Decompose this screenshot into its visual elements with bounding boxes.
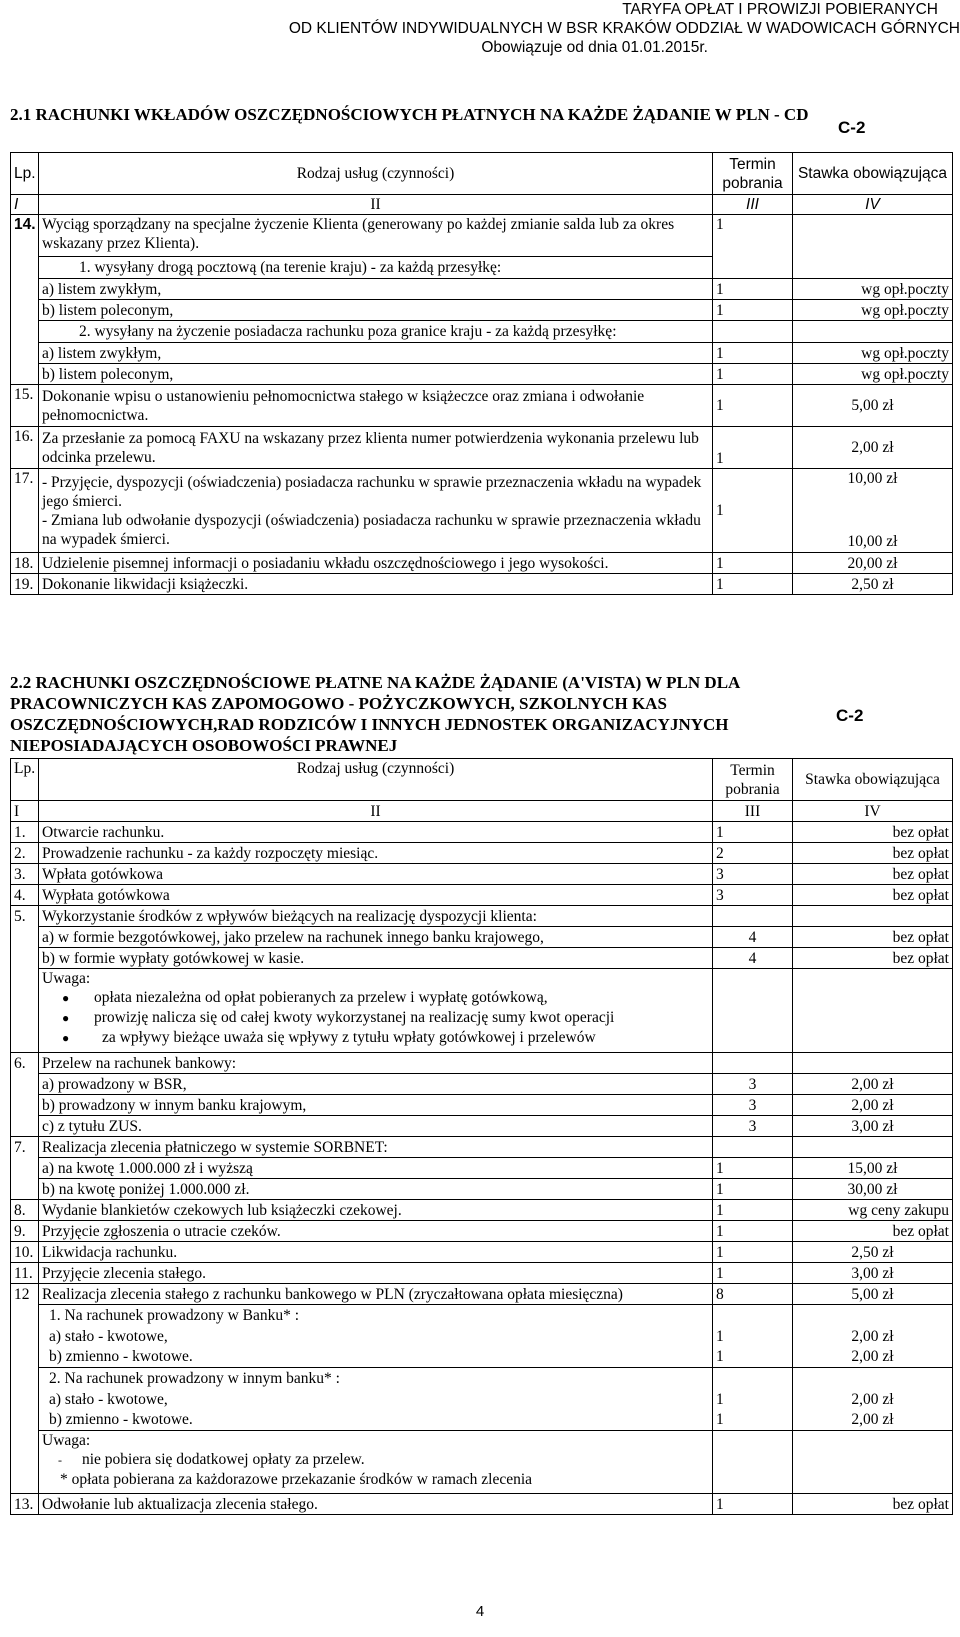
table-row bbox=[11, 1305, 953, 1326]
roman-2: II bbox=[39, 195, 713, 215]
term-cell bbox=[713, 1305, 793, 1326]
service-cell: a) listem zwykłym, bbox=[39, 343, 713, 364]
col-term-header: Termin pobrania bbox=[713, 153, 793, 195]
lp-cell: 13. bbox=[11, 1494, 39, 1515]
lp-cell: 11. bbox=[11, 1263, 39, 1284]
table-row bbox=[11, 843, 953, 864]
service-cell: a) listem zwykłym, bbox=[39, 279, 713, 300]
term-cell bbox=[713, 1431, 793, 1494]
service-cell: Przyjęcie zlecenia stałego. bbox=[39, 1263, 713, 1284]
note-text: za wpływy bieżące uważa się wpływy z tytułu wpłaty gotówkowej i przelewów bbox=[102, 1029, 596, 1046]
lp-cell bbox=[11, 321, 39, 343]
note-label: Uwaga: bbox=[42, 1432, 91, 1449]
table-row bbox=[11, 1095, 953, 1116]
rate-cell: wg opł.poczty bbox=[793, 364, 953, 385]
roman-3: III bbox=[713, 195, 793, 215]
bullet-icon: ● bbox=[62, 1011, 70, 1025]
list-item bbox=[42, 1008, 709, 1028]
table-header-row bbox=[11, 759, 953, 801]
list-item bbox=[42, 988, 709, 1008]
lp-cell: 1. bbox=[11, 822, 39, 843]
service-cell: b) prowadzony w innym banku krajowym, bbox=[39, 1095, 713, 1116]
document-header bbox=[0, 0, 960, 57]
roman-2: II bbox=[39, 801, 713, 822]
service-cell: c) z tytułu ZUS. bbox=[39, 1116, 713, 1137]
term-cell bbox=[713, 321, 793, 343]
table-row bbox=[11, 279, 953, 300]
note-cell bbox=[39, 969, 713, 1053]
term-cell bbox=[713, 257, 793, 279]
lp-cell bbox=[11, 1431, 39, 1494]
rate-cell bbox=[793, 1053, 953, 1074]
term-cell: 3 bbox=[713, 1074, 793, 1095]
term-cell bbox=[713, 1053, 793, 1074]
roman-row bbox=[11, 195, 953, 215]
table-row bbox=[11, 927, 953, 948]
list-item bbox=[42, 1028, 709, 1048]
service-cell: Wypłata gotówkowa bbox=[39, 885, 713, 906]
rate-cell: 2,00 zł bbox=[793, 1326, 953, 1347]
term-cell: 1 bbox=[713, 1242, 793, 1263]
term-cell: 1 bbox=[713, 553, 793, 574]
lp-cell bbox=[11, 257, 39, 279]
table-row bbox=[11, 300, 953, 321]
header-line-2: OD KLIENTÓW INDYWIDUALNYCH W BSR KRAKÓW ODDZIAŁ W WADOWICACH GÓRNYCH bbox=[288, 20, 960, 37]
lp-cell bbox=[11, 1389, 39, 1410]
service-cell: 2. wysyłany na życzenie posiadacza rachunku poza granice kraju - za każdą przesyłkę: bbox=[39, 321, 713, 343]
table-row bbox=[11, 1074, 953, 1095]
lp-cell: 8. bbox=[11, 1200, 39, 1221]
table-row bbox=[11, 906, 953, 927]
lp-cell bbox=[11, 1326, 39, 1347]
table-row bbox=[11, 1137, 953, 1158]
table-row bbox=[11, 1326, 953, 1347]
term-cell: 8 bbox=[713, 1284, 793, 1305]
term-cell: 3 bbox=[713, 864, 793, 885]
note-label: Uwaga: bbox=[42, 970, 91, 987]
section-2-title: 2.2 RACHUNKI OSZCZĘDNOŚCIOWE PŁATNE NA KAŻDE ŻĄDANIE (A'VISTA) W PLN DLA PRACOWNICZYCH KAS ZAPOMOGOWO - POŻYCZKOWYCH, SZKOLNYCH KAS OSZCZĘDNOŚCIOWYCH,RAD RODZICÓW I INNYCH JEDNOSTEK ORGANIZACYJNYCH NIEPOSIADAJĄCYCH OSOBOWOŚCI PRAWNEJ bbox=[10, 673, 740, 755]
table-row bbox=[11, 1200, 953, 1221]
table-row bbox=[11, 574, 953, 595]
rate-cell: wg opł.poczty bbox=[793, 300, 953, 321]
service-cell: Likwidacja rachunku. bbox=[39, 1242, 713, 1263]
lp-cell: 6. bbox=[11, 1053, 39, 1074]
table-row bbox=[11, 948, 953, 969]
service-cell: Realizacja zlecenia stałego z rachunku bankowego w PLN (zryczałtowana opłata miesięczna) bbox=[39, 1284, 713, 1305]
term-cell: 2 bbox=[713, 843, 793, 864]
service-cell: Wyciąg sporządzany na specjalne życzenie Klienta (generowany po każdej zmianie salda lub za okres wskazany przez Klienta). bbox=[39, 215, 713, 257]
rate-cell bbox=[793, 1431, 953, 1494]
lp-cell bbox=[11, 343, 39, 364]
table-row bbox=[11, 1242, 953, 1263]
table-row bbox=[11, 1347, 953, 1368]
col-service-header: Rodzaj usług (czynności) bbox=[39, 759, 713, 801]
table-row bbox=[11, 1494, 953, 1515]
lp-cell: 4. bbox=[11, 885, 39, 906]
term-cell: 1 bbox=[713, 279, 793, 300]
term-cell: 3 bbox=[713, 1116, 793, 1137]
term-cell: 1 bbox=[713, 1221, 793, 1242]
rate-cell: bez opłat bbox=[793, 1221, 953, 1242]
term-cell: 3 bbox=[713, 1095, 793, 1116]
table-row bbox=[11, 1389, 953, 1410]
table-row bbox=[11, 343, 953, 364]
service-cell: 2. Na rachunek prowadzony w innym banku* : bbox=[39, 1368, 713, 1389]
rate-cell: bez opłat bbox=[793, 927, 953, 948]
table-row bbox=[11, 1284, 953, 1305]
rate-cell: 5,00 zł bbox=[793, 1284, 953, 1305]
service-cell: b) listem poleconym, bbox=[39, 364, 713, 385]
bullet-icon: ● bbox=[62, 991, 70, 1005]
lp-cell bbox=[11, 1158, 39, 1179]
lp-cell: 14. bbox=[11, 215, 39, 257]
table-row bbox=[11, 257, 953, 279]
col-rate-header: Stawka obowiązująca bbox=[793, 759, 953, 801]
term-cell: 1 bbox=[713, 385, 793, 427]
table-row bbox=[11, 1158, 953, 1179]
term-cell: 4 bbox=[713, 927, 793, 948]
table-row bbox=[11, 1179, 953, 1200]
table-row bbox=[11, 864, 953, 885]
lp-cell: 18. bbox=[11, 553, 39, 574]
note-text: opłata niezależna od opłat pobieranych za przelew i wypłatę gotówkową, bbox=[94, 989, 548, 1006]
lp-cell bbox=[11, 1347, 39, 1368]
table-row bbox=[11, 469, 953, 553]
lp-cell bbox=[11, 1116, 39, 1137]
lp-cell: 10. bbox=[11, 1242, 39, 1263]
rate-cell bbox=[793, 321, 953, 343]
service-cell: Wpłata gotówkowa bbox=[39, 864, 713, 885]
term-cell: 1 bbox=[713, 215, 793, 257]
lp-cell: 12 bbox=[11, 1284, 39, 1305]
col-lp-header: Lp. bbox=[11, 759, 39, 801]
note-text: * opłata pobierana za każdorazowe przekazanie środków w ramach zlecenia bbox=[60, 1471, 533, 1488]
table-row bbox=[11, 1116, 953, 1137]
term-cell: 1 bbox=[713, 343, 793, 364]
service-cell: Dokonanie wpisu o ustanowieniu pełnomocnictwa stałego w książeczce oraz zmiana i odwołanie pełnomocnictwa. bbox=[39, 385, 713, 427]
service-cell: Wydanie blankietów czekowych lub książeczki czekowej. bbox=[39, 1200, 713, 1221]
service-cell: Przyjęcie zgłoszenia o utracie czeków. bbox=[39, 1221, 713, 1242]
rate-cell: 20,00 zł bbox=[793, 553, 953, 574]
rate-cell: bez opłat bbox=[793, 822, 953, 843]
lp-cell bbox=[11, 1410, 39, 1431]
table-row bbox=[11, 1410, 953, 1431]
rate-cell bbox=[793, 469, 953, 553]
table-row bbox=[11, 1263, 953, 1284]
bullet-icon: ● bbox=[62, 1031, 70, 1045]
rate-cell bbox=[793, 1368, 953, 1389]
lp-cell: 5. bbox=[11, 906, 39, 927]
service-cell: Przelew na rachunek bankowy: bbox=[39, 1053, 713, 1074]
rate-cell: 2,00 zł bbox=[793, 1347, 953, 1368]
term-cell: 1 bbox=[713, 364, 793, 385]
term-cell: 1 bbox=[713, 574, 793, 595]
lp-cell bbox=[11, 927, 39, 948]
lp-cell: 19. bbox=[11, 574, 39, 595]
lp-cell: 16. bbox=[11, 427, 39, 469]
lp-cell bbox=[11, 948, 39, 969]
rate-cell: 2,50 zł bbox=[793, 574, 953, 595]
service-cell: Dokonanie likwidacji książeczki. bbox=[39, 574, 713, 595]
rate-cell: bez opłat bbox=[793, 864, 953, 885]
rate-cell: 2,50 zł bbox=[793, 1242, 953, 1263]
rate-cell: 3,00 zł bbox=[793, 1263, 953, 1284]
service-cell: b) na kwotę poniżej 1.000.000 zł. bbox=[39, 1179, 713, 1200]
lp-cell bbox=[11, 300, 39, 321]
service-text-1: - Przyjęcie, dyspozycji (oświadczenia) posiadacza rachunku w sprawie przeznaczenia wkładu na wypadek jego śmierci. bbox=[42, 473, 702, 510]
table-row bbox=[11, 822, 953, 843]
roman-4: IV bbox=[793, 801, 953, 822]
service-cell: Wykorzystanie środków z wpływów bieżących na realizację dyspozycji klienta: bbox=[39, 906, 713, 927]
term-cell: 1 bbox=[713, 822, 793, 843]
dash-icon: - bbox=[58, 1453, 62, 1467]
list-item bbox=[42, 1450, 709, 1470]
rate-cell bbox=[793, 215, 953, 257]
lp-cell: 15. bbox=[11, 385, 39, 427]
rate-cell bbox=[793, 1137, 953, 1158]
term-cell: 1 bbox=[713, 1200, 793, 1221]
lp-cell: 17. bbox=[11, 469, 39, 553]
service-cell: a) w formie bezgotówkowej, jako przelew na rachunek innego banku krajowego, bbox=[39, 927, 713, 948]
col-lp-header: Lp. bbox=[11, 153, 39, 195]
service-text-2: - Zmiana lub odwołanie dyspozycji (oświadczenia) posiadacza rachunku w sprawie przeznaczenia wkładu na wypadek śmierci. bbox=[42, 511, 701, 548]
service-cell: b) zmienno - kwotowe. bbox=[39, 1410, 713, 1431]
col-term-header: Termin pobrania bbox=[713, 759, 793, 801]
rate-cell: 5,00 zł bbox=[793, 385, 953, 427]
term-cell: 1 bbox=[713, 1347, 793, 1368]
term-cell: 1 bbox=[713, 1410, 793, 1431]
service-cell: b) listem poleconym, bbox=[39, 300, 713, 321]
lp-cell bbox=[11, 1179, 39, 1200]
term-cell: 1 bbox=[713, 427, 793, 469]
service-cell bbox=[39, 469, 713, 553]
service-cell: 1. wysyłany drogą pocztową (na terenie kraju) - za każdą przesyłkę: bbox=[39, 257, 713, 279]
table-row bbox=[11, 553, 953, 574]
rate-cell: 2,00 zł bbox=[793, 427, 953, 469]
service-cell: Prowadzenie rachunku - za każdy rozpoczęty miesiąc. bbox=[39, 843, 713, 864]
term-cell bbox=[713, 1368, 793, 1389]
table-row bbox=[11, 321, 953, 343]
note-cell bbox=[39, 1431, 713, 1494]
table-row bbox=[11, 969, 953, 1053]
header-line-1: TARYFA OPŁAT I PROWIZJI POBIERANYCH bbox=[622, 1, 938, 18]
service-cell: Otwarcie rachunku. bbox=[39, 822, 713, 843]
term-cell: 1 bbox=[713, 1263, 793, 1284]
table-row bbox=[11, 1053, 953, 1074]
rate-cell: bez opłat bbox=[793, 1494, 953, 1515]
lp-cell bbox=[11, 279, 39, 300]
table-row bbox=[11, 1221, 953, 1242]
page-number: 4 bbox=[475, 1603, 485, 1620]
lp-cell bbox=[11, 1074, 39, 1095]
service-cell: 1. Na rachunek prowadzony w Banku* : bbox=[39, 1305, 713, 1326]
term-cell: 4 bbox=[713, 948, 793, 969]
term-cell: 1 bbox=[713, 469, 793, 553]
table-row bbox=[11, 364, 953, 385]
lp-cell bbox=[11, 1095, 39, 1116]
rate-cell: 2,00 zł bbox=[793, 1410, 953, 1431]
rate-value-1: 10,00 zł bbox=[847, 470, 898, 487]
col-service-header: Rodzaj usług (czynności) bbox=[39, 153, 713, 195]
rate-cell bbox=[793, 257, 953, 279]
service-cell: b) zmienno - kwotowe. bbox=[39, 1347, 713, 1368]
section-1-code: C-2 bbox=[838, 118, 866, 137]
rate-cell: wg opł.poczty bbox=[793, 343, 953, 364]
lp-cell: 7. bbox=[11, 1137, 39, 1158]
service-cell: Odwołanie lub aktualizacja zlecenia stałego. bbox=[39, 1494, 713, 1515]
header-line-3: Obowiązuje od dnia 01.01.2015r. bbox=[481, 39, 708, 56]
rate-cell: 2,00 zł bbox=[793, 1095, 953, 1116]
rate-cell bbox=[793, 1305, 953, 1326]
table-row bbox=[11, 1368, 953, 1389]
roman-4: IV bbox=[793, 195, 953, 215]
lp-cell bbox=[11, 1305, 39, 1326]
roman-1: I bbox=[11, 801, 39, 822]
service-cell: b) w formie wypłaty gotówkowej w kasie. bbox=[39, 948, 713, 969]
lp-cell bbox=[11, 1368, 39, 1389]
lp-cell: 2. bbox=[11, 843, 39, 864]
table-row bbox=[11, 215, 953, 257]
service-cell: a) stało - kwotowe, bbox=[39, 1326, 713, 1347]
term-cell: 1 bbox=[713, 300, 793, 321]
table-row bbox=[11, 427, 953, 469]
service-cell: a) prowadzony w BSR, bbox=[39, 1074, 713, 1095]
service-cell: a) stało - kwotowe, bbox=[39, 1389, 713, 1410]
service-cell: Realizacja zlecenia płatniczego w systemie SORBNET: bbox=[39, 1137, 713, 1158]
section-2-code: C-2 bbox=[836, 706, 864, 725]
term-cell bbox=[713, 1137, 793, 1158]
col-rate-header: Stawka obowiązująca bbox=[793, 153, 953, 195]
rate-cell: 15,00 zł bbox=[793, 1158, 953, 1179]
lp-cell: 9. bbox=[11, 1221, 39, 1242]
roman-row bbox=[11, 801, 953, 822]
term-cell: 1 bbox=[713, 1494, 793, 1515]
rate-cell: wg opł.poczty bbox=[793, 279, 953, 300]
rate-cell: 3,00 zł bbox=[793, 1116, 953, 1137]
rate-value-2: 10,00 zł bbox=[847, 533, 898, 550]
rate-cell: 2,00 zł bbox=[793, 1389, 953, 1410]
section-1-title: 2.1 RACHUNKI WKŁADÓW OSZCZĘDNOŚCIOWYCH PŁATNYCH NA KAŻDE ŻĄDANIE W PLN - CD bbox=[10, 105, 809, 124]
rate-cell: 2,00 zł bbox=[793, 1074, 953, 1095]
roman-3: III bbox=[713, 801, 793, 822]
rate-cell: wg ceny zakupu bbox=[793, 1200, 953, 1221]
table-row bbox=[11, 385, 953, 427]
term-cell bbox=[713, 906, 793, 927]
service-cell: Za przesłanie za pomocą FAXU na wskazany przez klienta numer potwierdzenia wykonania przelewu lub odcinka przelewu. bbox=[39, 427, 713, 469]
term-cell bbox=[713, 969, 793, 1053]
section-2-table bbox=[10, 758, 953, 1515]
lp-cell bbox=[11, 364, 39, 385]
lp-cell: 3. bbox=[11, 864, 39, 885]
service-cell: a) na kwotę 1.000.000 zł i wyższą bbox=[39, 1158, 713, 1179]
table-row bbox=[11, 1431, 953, 1494]
table-row bbox=[11, 885, 953, 906]
term-cell: 1 bbox=[713, 1326, 793, 1347]
roman-1: I bbox=[11, 195, 39, 215]
term-cell: 3 bbox=[713, 885, 793, 906]
lp-cell bbox=[11, 969, 39, 1053]
section-1-table bbox=[10, 152, 953, 595]
rate-cell: bez opłat bbox=[793, 843, 953, 864]
term-cell: 1 bbox=[713, 1179, 793, 1200]
term-cell: 1 bbox=[713, 1389, 793, 1410]
note-text: prowizję nalicza się od całej kwoty wykorzystanej na realizację sumy kwot operacji bbox=[94, 1009, 615, 1026]
table-header-row bbox=[11, 153, 953, 195]
rate-cell bbox=[793, 969, 953, 1053]
rate-cell: bez opłat bbox=[793, 948, 953, 969]
term-cell: 1 bbox=[713, 1158, 793, 1179]
rate-cell bbox=[793, 906, 953, 927]
note-text: nie pobiera się dodatkowej opłaty za przelew. bbox=[82, 1451, 365, 1468]
service-cell: Udzielenie pisemnej informacji o posiadaniu wkładu oszczędnościowego i jego wysokości. bbox=[39, 553, 713, 574]
rate-cell: bez opłat bbox=[793, 885, 953, 906]
rate-cell: 30,00 zł bbox=[793, 1179, 953, 1200]
